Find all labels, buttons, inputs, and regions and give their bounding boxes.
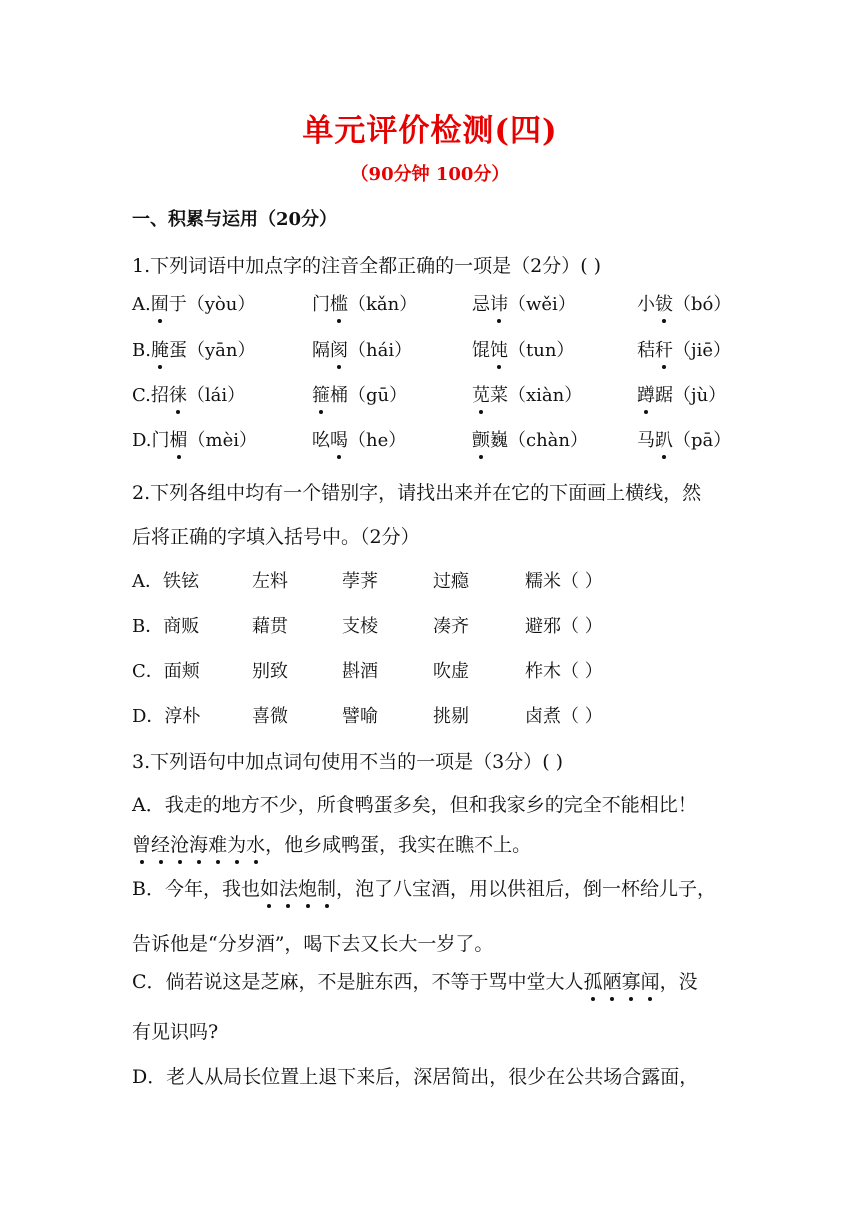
emphasis-dot-char: 曾 (132, 830, 151, 857)
emphasis-dot-char: 讳 (490, 290, 508, 316)
word-prefix: 隔 (312, 340, 330, 361)
section-heading: 一、积累与运用（20分） (132, 209, 338, 230)
emphasis-dot-char: 槛 (330, 290, 348, 316)
word-prefix: C.招 (132, 385, 169, 406)
emphasis-dot-char: 孤 (584, 967, 603, 994)
page-subtitle: （90分钟 100分） (350, 164, 510, 185)
word-prefix: 馄 (472, 340, 490, 361)
question-2-stem-line1: 2.下列各组中均有一个错别字，请找出来并在它的下面画上横线，然 (132, 482, 702, 504)
word-item: 斟酒 (342, 661, 378, 682)
word-item: 挑剔 (433, 706, 469, 727)
word-suffix: （mèi） (187, 430, 257, 451)
emphasis-dot-char: 如 (260, 874, 279, 901)
emphasis-dot-char: 腌 (151, 336, 169, 362)
word-suffix: （tun） (508, 340, 575, 361)
emphasis-dot-char: 制 (317, 874, 336, 901)
dotted-phrase (584, 971, 660, 993)
word-pinyin-item (132, 336, 255, 362)
word-prefix: 秸 (637, 340, 655, 361)
emphasis-dot-char: 秆 (655, 336, 673, 362)
word-item: A．铁铉 (132, 571, 199, 592)
emphasis-dot-char: 饨 (490, 336, 508, 362)
emphasis-dot-char: 苋 (472, 381, 490, 407)
emphasis-dot-char: 炮 (298, 874, 317, 901)
word-pinyin-item (132, 290, 255, 316)
emphasis-dot-char: 陋 (603, 967, 622, 994)
word-pinyin-item (312, 336, 412, 362)
word-pinyin-item (637, 381, 726, 407)
emphasis-dot-char: 囿 (151, 290, 169, 316)
word-suffix: （hái） (348, 340, 413, 361)
word-prefix: A. (132, 294, 151, 315)
word-suffix: 巍（chàn） (490, 430, 588, 451)
emphasis-dot-char: 阂 (330, 336, 348, 362)
word-prefix: B. (132, 340, 151, 361)
word-prefix: 小 (637, 294, 655, 315)
emphasis-dot-char: 颤 (472, 426, 490, 452)
dotted-phrase (132, 834, 265, 856)
question-3-option-a-line2: 曾经沧海难为水，他乡咸鸭蛋，我实在瞧不上。 (132, 830, 531, 857)
word-pinyin-item (637, 336, 731, 362)
word-suffix: 于（yòu） (168, 294, 256, 315)
word-pinyin-item (312, 381, 407, 407)
emphasis-dot-char: 钹 (655, 290, 673, 316)
emphasis-dot-char: 寡 (622, 967, 641, 994)
word-pinyin-item (472, 336, 574, 362)
word-suffix: （bó） (673, 294, 732, 315)
word-item: 柞木（ ） (525, 661, 603, 682)
word-item: D．淳朴 (132, 706, 201, 727)
question-3-stem: 3.下列语句中加点词句使用不当的一项是（3分）( ) (132, 751, 564, 773)
word-suffix: （lái） (186, 385, 246, 406)
emphasis-dot-char: 闻 (641, 967, 660, 994)
emphasis-dot-char: 喝 (330, 426, 348, 452)
word-item: 荸荠 (342, 571, 378, 592)
question-3-option-d-line1: D．老人从局长位置上退下来后，深居简出，很少在公共场合露面， (132, 1066, 699, 1088)
word-pinyin-item (472, 381, 582, 407)
emphasis-dot-char: 蹲 (637, 381, 655, 407)
dotted-phrase (260, 878, 336, 900)
emphasis-dot-char: 沧 (170, 830, 189, 857)
word-pinyin-item (637, 426, 731, 452)
word-item: C．面颊 (132, 661, 200, 682)
question-3-option-b-line2: 告诉他是“分岁酒”，喝下去又长大一岁了。 (132, 933, 494, 955)
word-item: 避邪（ ） (525, 616, 603, 637)
word-pinyin-item (312, 290, 417, 316)
emphasis-dot-char: 海 (189, 830, 208, 857)
word-item: 卤煮（ ） (525, 706, 603, 727)
word-suffix: 踞（jù） (655, 385, 727, 406)
emphasis-dot-char: 箍 (312, 381, 330, 407)
emphasis-dot-char: 楣 (170, 426, 188, 452)
word-prefix: D.门 (132, 430, 170, 451)
question-3-option-c-line2: 有见识吗? (132, 1021, 219, 1043)
word-item: 过瘾 (433, 571, 469, 592)
word-suffix: （wěi） (508, 294, 576, 315)
word-prefix: 忌 (472, 294, 490, 315)
word-suffix: 桶（gū） (330, 385, 408, 406)
word-item: 左料 (252, 571, 288, 592)
emphasis-dot-char: 经 (151, 830, 170, 857)
word-suffix: （pā） (673, 430, 732, 451)
word-item: 喜微 (252, 706, 288, 727)
word-suffix: （jiē） (673, 340, 731, 361)
word-prefix: 马 (637, 430, 655, 451)
word-item: 譬喻 (342, 706, 378, 727)
word-item: B．商贩 (132, 616, 200, 637)
page-title: 单元评价检测(四) (302, 113, 558, 149)
question-3-option-b-line1: B．今年，我也如法炮制，泡了八宝酒，用以供祖后，倒一杯给儿子， (132, 874, 716, 901)
word-suffix: （he） (348, 430, 407, 451)
question-3-option-a-line1: A．我走的地方不少，所食鸭蛋多矣，但和我家乡的完全不能相比！ (132, 794, 697, 816)
word-prefix: 吆 (312, 430, 330, 451)
word-pinyin-item (312, 426, 406, 452)
word-suffix: （kǎn） (348, 294, 418, 315)
word-item: 凑齐 (433, 616, 469, 637)
emphasis-dot-char: 水 (246, 830, 265, 857)
emphasis-dot-char: 徕 (169, 381, 187, 407)
word-item: 藉贯 (252, 616, 288, 637)
word-pinyin-item (132, 426, 257, 452)
emphasis-dot-char: 难 (208, 830, 227, 857)
word-pinyin-item (472, 290, 576, 316)
word-item: 支棱 (342, 616, 378, 637)
question-3-option-c-line1: C．倘若说这是芝麻，不是脏东西，不等于骂中堂大人孤陋寡闻，没 (132, 967, 698, 994)
word-pinyin-item (132, 381, 245, 407)
emphasis-dot-char: 法 (279, 874, 298, 901)
word-pinyin-item (472, 426, 588, 452)
question-2-stem-line2: 后将正确的字填入括号中。（2分） (132, 526, 420, 548)
word-suffix: 蛋（yān） (168, 340, 256, 361)
word-pinyin-item (637, 290, 731, 316)
word-suffix: 菜（xiàn） (490, 385, 583, 406)
emphasis-dot-char: 趴 (655, 426, 673, 452)
word-prefix: 门 (312, 294, 330, 315)
word-item: 吹虚 (433, 661, 469, 682)
word-item: 别致 (252, 661, 288, 682)
emphasis-dot-char: 为 (227, 830, 246, 857)
question-1-stem: 1.下列词语中加点字的注音全都正确的一项是（2分）( ) (132, 255, 602, 277)
word-item: 糯米（ ） (525, 571, 603, 592)
